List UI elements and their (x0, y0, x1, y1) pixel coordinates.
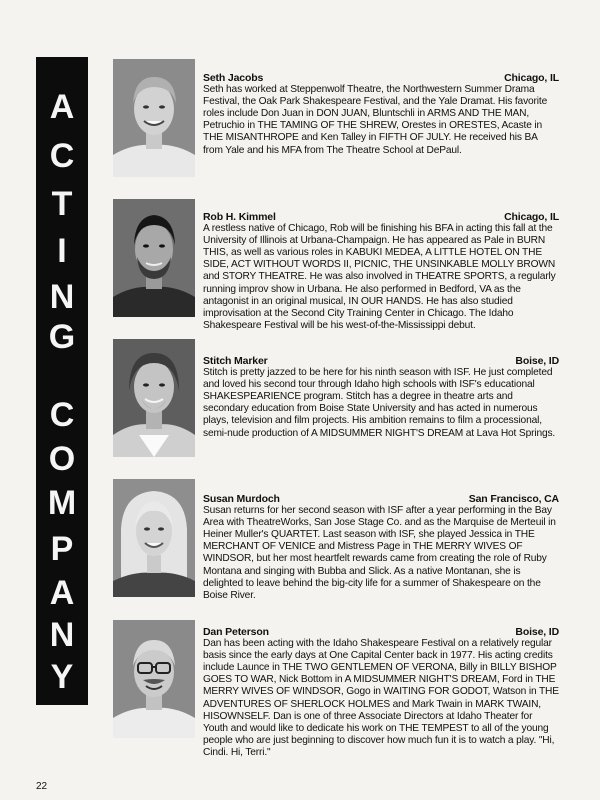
title-letter: N (49, 278, 75, 316)
member-bio-text: Dan has been acting with the Idaho Shakespeare Festival on a relatively regular basis since the early days at One Capital Center back in 1977. His acting credits include Launce in THE TWO GENTLEMEN OF VERONA, Billy in BILLY BISHOP GOES TO WAR, Nick Bottom in A MIDSUMMER NIGHT'S DREAM, Ford in THE MERRY WIVES OF WINDSOR, Gogo in WAITING FOR GODOT, Watson in THE ADVENTURES OF SHERLOCK HOLMES and Mark Twain in MARK TWAIN, HISOWNSELF. Dan is one of three Associate Directors at Idaho Theater for Youth and would like to dedicate his work on THE TEMPEST to all of the young people who are just beginning to discover how much fun it is to watch a play. "Hi, Cindi. Hi, Terri." (203, 638, 559, 758)
headshot-photo (113, 59, 195, 177)
headshot-photo (113, 479, 195, 597)
member-bio (203, 355, 559, 440)
member-name: Dan Peterson (203, 626, 269, 638)
title-letter: G (48, 318, 76, 356)
member-bio (203, 72, 559, 157)
title-letter: M (47, 484, 77, 522)
member-hometown: Chicago, IL (504, 211, 559, 223)
title-letter: P (50, 530, 74, 568)
member-bio-text: Stitch is pretty jazzed to be here for his ninth season with ISF. He just completed and loved his second tour through Idaho high schools with ISF's educational SHAKESPEARIENCE program. Stitch has a degree in theatre arts and secondary education from Boise State University and has acted in numerous plays, television and film projects. His ambition remains to film a processional, semi-nude production of A MIDSUMMER NIGHT'S DREAM at Lava Hot Springs. (203, 367, 556, 439)
member-hometown: Boise, ID (515, 355, 559, 367)
member-name: Stitch Marker (203, 355, 268, 367)
member-bio (203, 626, 559, 759)
headshot-photo (113, 199, 195, 317)
title-letter: A (49, 88, 75, 126)
member-bio-text: A restless native of Chicago, Rob will be finishing his BFA in acting this fall at the University of Illinois at Urbana-Champaign. He has appeared as Pale in BURN THIS, as well as various roles in KABUKI MEDEA, A LITTLE HOTEL ON THE SIDE, ACT WITHOUT WORDS II, PICNIC, THE UNSINKABLE MOLLY BROWN and STORY THEATRE. He was also involved in THEATRE SPORTS, a regularly running improv show in Urbana. He also performed in Bedford, VA as the antagonist in an original musical, IN OUR HANDS. He has also studied improvisation at the Second City Training Center in Chicago. The Idaho Shakespeare Festival will be his west-of-the-Mississippi debut. (203, 223, 556, 331)
section-title-sidebar (36, 57, 88, 705)
member-bio-text: Susan returns for her second season with ISF after a year performing in the Bay Area with TheatreWorks, San Jose Stage Co. and as the Marquise de Merteuil in Heiner Muller's QUARTET. Last season with ISF, she played Jessica in THE MERCHANT OF VENICE and Mistress Page in THE MERRY WIVES OF WINDSOR, but her most heartfelt rewards came from creating the role of Ruby Montana and singing with Bubba and Slick. As a native Montanan, she is delighted to leave behind the big-city life for a summer of Shakespeare on the Boise River. (203, 505, 556, 601)
member-bio (203, 211, 559, 332)
member-hometown: Chicago, IL (504, 72, 559, 84)
title-letter: O (48, 440, 76, 478)
headshot-photo (113, 620, 195, 738)
member-name: Rob H. Kimmel (203, 211, 276, 223)
title-letter: Y (50, 658, 74, 696)
title-letter: N (49, 616, 75, 654)
title-letter: C (49, 396, 75, 434)
member-name: Susan Murdoch (203, 493, 280, 505)
headshot-photo (113, 339, 195, 457)
title-letter: I (57, 232, 67, 270)
member-hometown: San Francisco, CA (468, 493, 559, 505)
member-hometown: Boise, ID (515, 626, 559, 638)
title-letter: T (51, 185, 73, 223)
member-bio (203, 493, 559, 602)
title-letter: C (49, 137, 75, 175)
member-name: Seth Jacobs (203, 72, 264, 84)
member-bio-text: Seth has worked at Steppenwolf Theatre, the Northwestern Summer Drama Festival, the Oak Park Shakespeare Festival, and the Yale Dramat. His favorite roles include Don Juan in DON JUAN, Bluntschli in ARMS AND THE MAN, Petruchio in THE TAMING OF THE SHREW, Orestes in ORESTES, Acaste in THE MISANTHROPE and Ken Talley in FIFTH OF JULY. He received his BA from Yale and his MFA from The Theatre School at DePaul. (203, 84, 548, 156)
title-letter: A (49, 574, 75, 612)
page-number: 22 (36, 781, 48, 792)
